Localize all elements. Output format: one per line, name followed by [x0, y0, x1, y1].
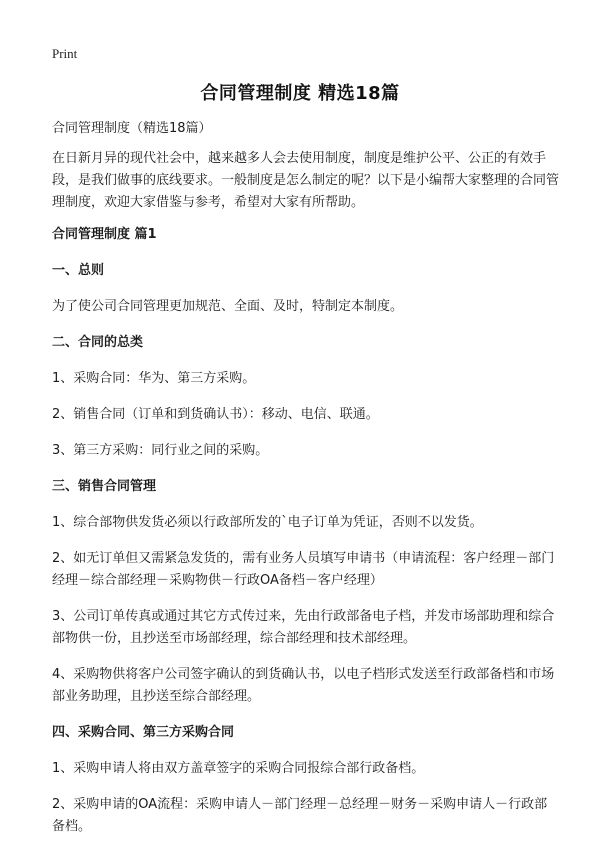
list-item: 1、采购合同：华为、第三方采购。	[52, 371, 256, 386]
list-item: 2、销售合同（订单和到货确认书）：移动、电信、联通。	[52, 407, 379, 422]
document-subtitle: 合同管理制度（精选18篇）	[52, 121, 212, 136]
list-item: 1、综合部物供发货必须以行政部所发的`电子订单为凭证，否则不以发货。	[52, 515, 483, 530]
section-heading: 二、合同的总类	[52, 335, 144, 350]
list-item: 3、第三方采购：同行业之间的采购。	[52, 443, 269, 458]
list-item: 3、公司订单传真或通过其它方式传过来，先由行政部备电子档，并发市场部助理和综合部物供一份，且抄送至市场部经理，综合部经理和技术部经理。	[52, 609, 555, 646]
section-heading: 四、采购合同、第三方采购合同	[52, 725, 235, 740]
list-item: 2、采购申请的OA流程：采购申请人－部门经理－总经理－财务－采购申请人－行政部备档。	[52, 797, 548, 834]
list-item: 4、采购物供将客户公司签字确认的到货确认书，以电子档形式发送至行政部备档和市场部业务助理，且抄送至综合部经理。	[52, 667, 555, 704]
document-body	[52, 118, 560, 852]
intro-paragraph: 在日新月异的现代社会中，越来越多人会去使用制度，制度是维护公平、公正的有效手段，是我们做事的底线要求。一般制度是怎么制定的呢？以下是小编帮大家整理的合同管理制度，欢迎大家借鉴与参考，希望对大家有所帮助。	[52, 151, 560, 210]
section-heading: 一、总则	[52, 263, 105, 278]
page-title: 合同管理制度 精选18篇	[200, 83, 400, 104]
section-paragraph: 为了使公司合同管理更加规范、全面、及时，特制定本制度。	[52, 299, 404, 314]
section-heading: 三、销售合同管理	[52, 479, 157, 494]
list-item: 1、采购申请人将由双方盖章签字的采购合同报综合部行政备档。	[52, 761, 425, 776]
article-heading: 合同管理制度 篇1	[52, 227, 157, 242]
print-label: Print	[52, 46, 78, 61]
list-item: 2、如无订单但又需紧急发货的，需有业务人员填写申请书（申请流程：客户经理－部门经理－综合部经理－采购物供－行政OA备档－客户经理）	[52, 551, 555, 588]
